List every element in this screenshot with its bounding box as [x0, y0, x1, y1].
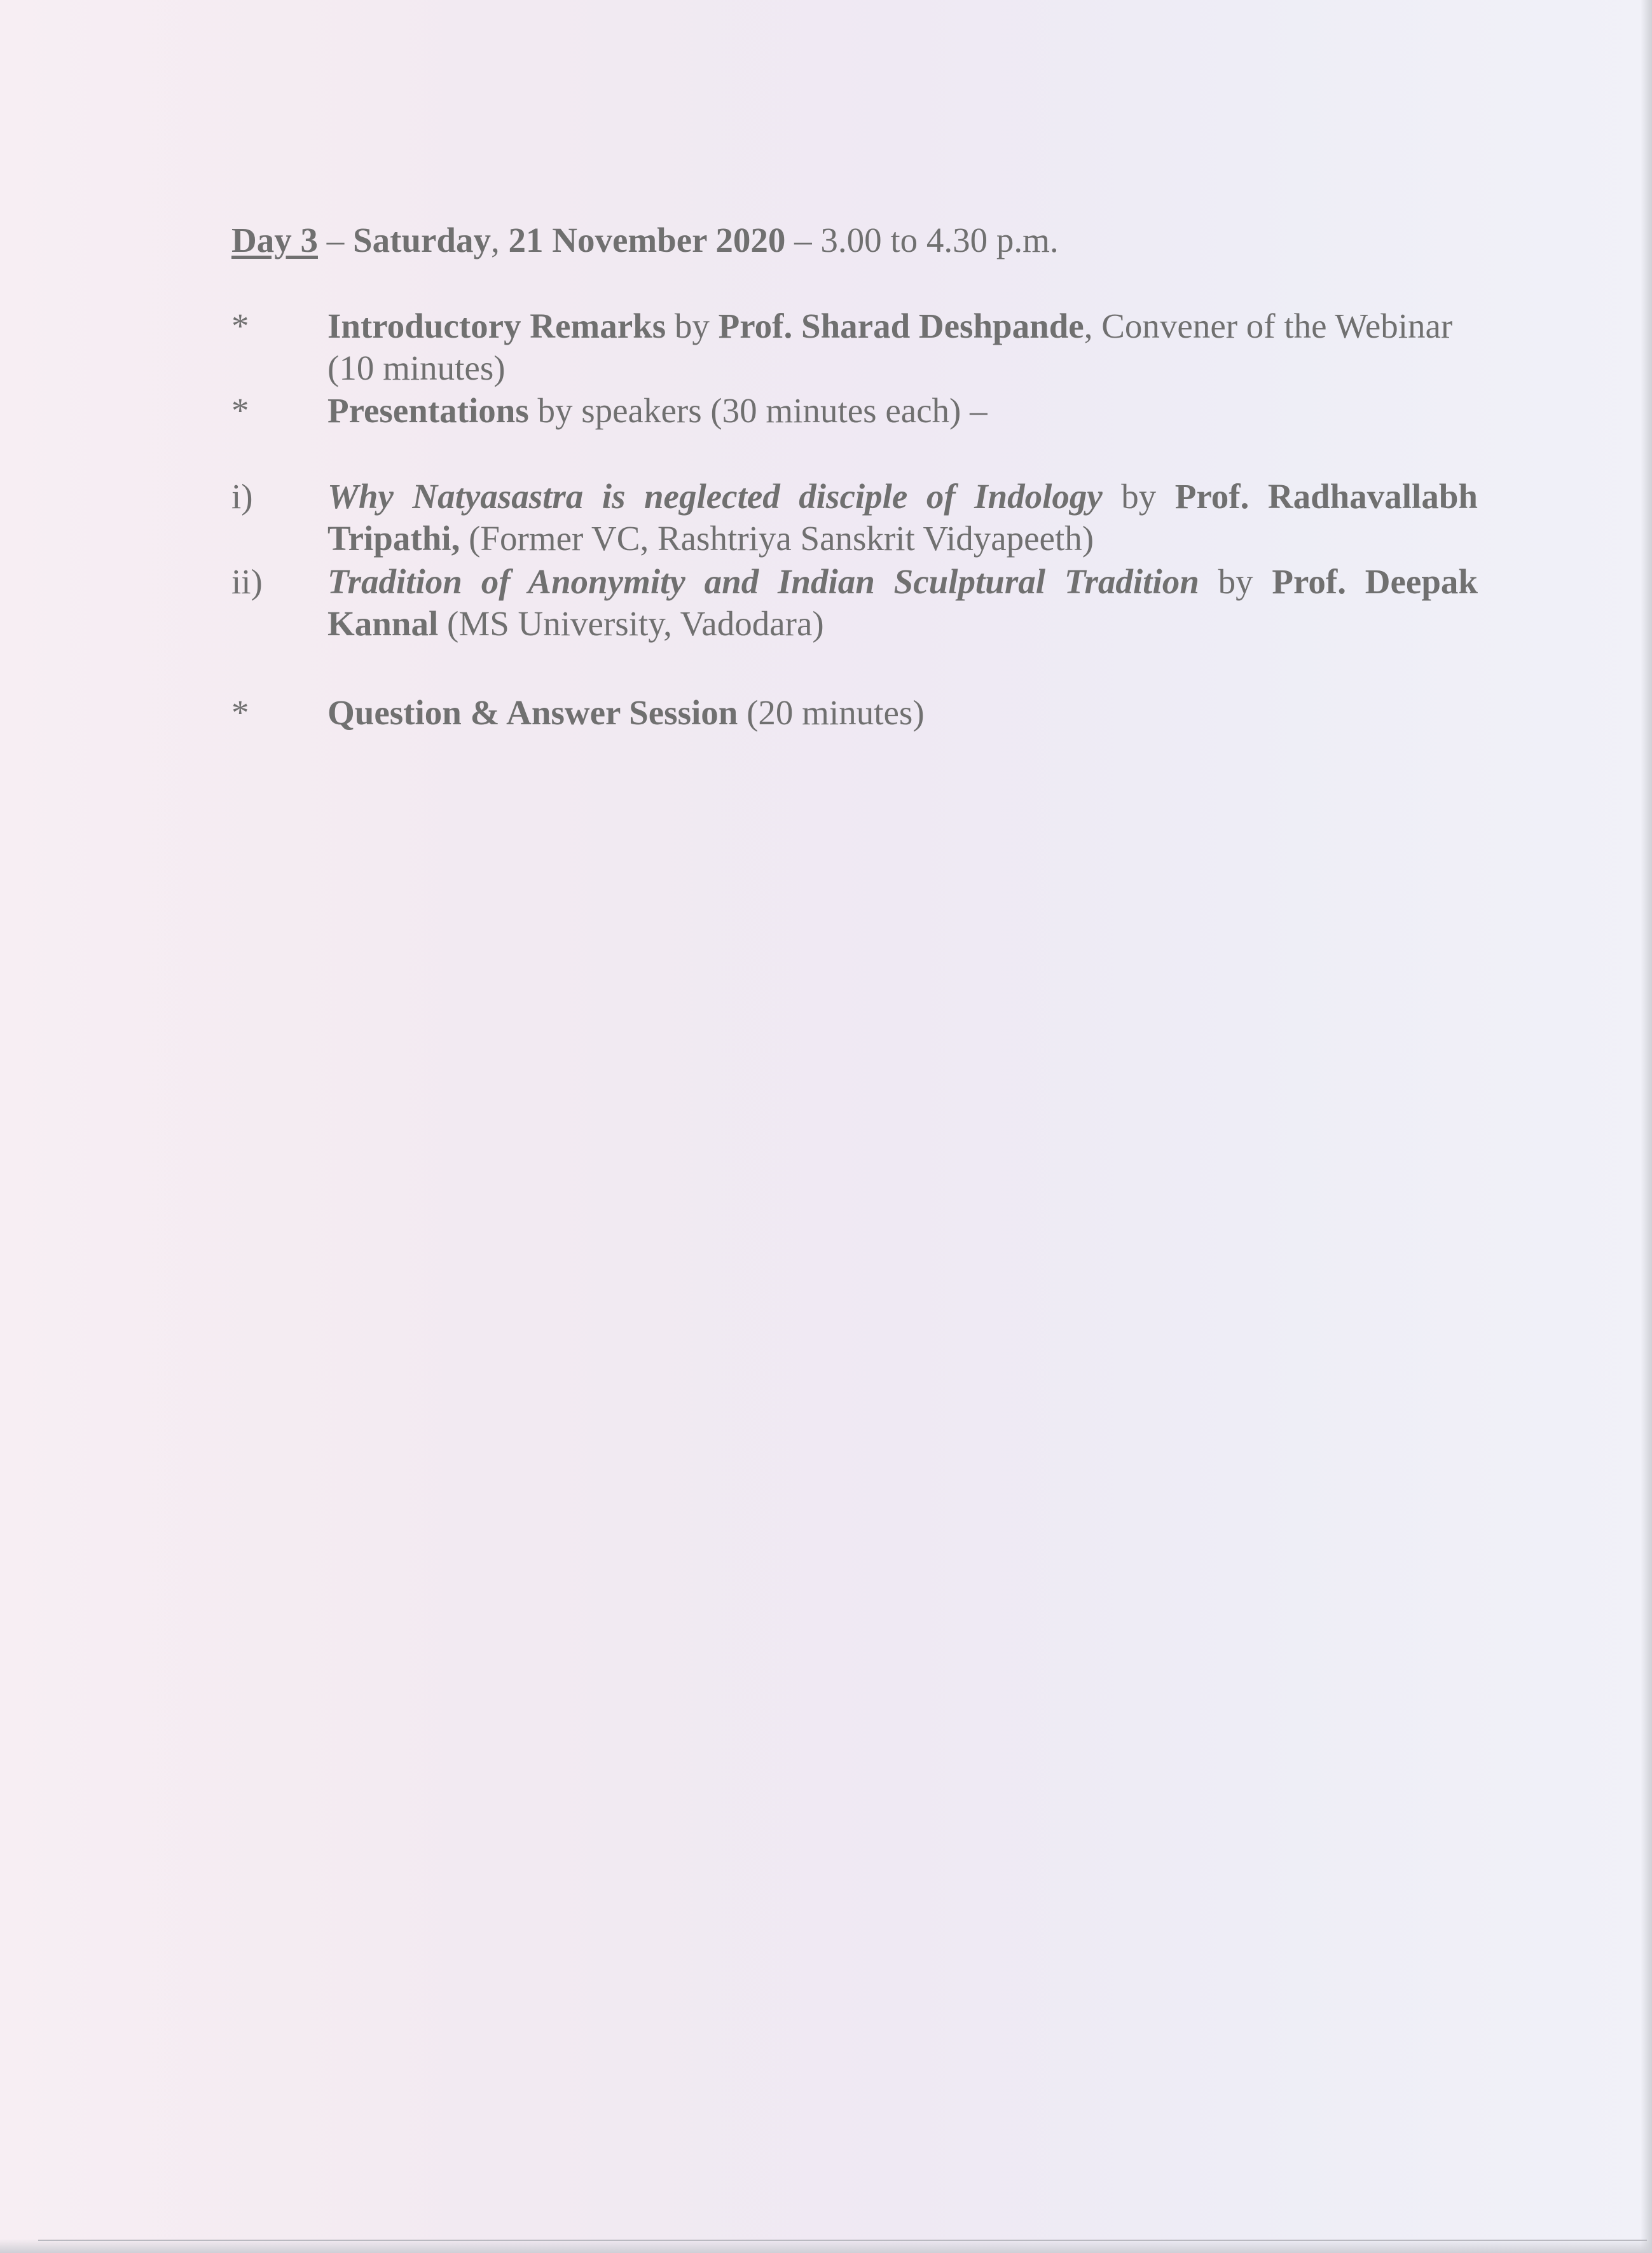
bullet-text: [327, 390, 1478, 432]
heading-time: 3.00 to 4.30 p.m.: [820, 221, 1059, 259]
bullet-detail: , Convener of the Webinar (10 minutes): [327, 307, 1453, 387]
talk-affiliation: (Former VC, Rashtriya Sanskrit Vidyapeeth): [460, 519, 1094, 558]
bullet-marker: *: [231, 693, 249, 732]
talk-affiliation: (MS University, Vadodara): [438, 604, 824, 643]
bullet-title: Question & Answer Session: [327, 693, 738, 732]
bullet-marker: *: [231, 307, 249, 345]
bullet-text: [327, 305, 1478, 389]
heading-comma: ,: [490, 221, 509, 259]
talk-title: Why Natyasastra is neglected disciple of Indology: [327, 477, 1103, 516]
heading-date: 21 November 2020: [508, 221, 786, 259]
day-label: Day 3: [231, 221, 318, 259]
bullet-title: Presentations: [327, 391, 529, 430]
day-heading: [231, 219, 1059, 261]
bullet-detail: by speakers (30 minutes each) –: [528, 391, 988, 430]
bullet-marker: *: [231, 391, 249, 430]
talk-speaker: Prof. Deepak Kannal: [327, 562, 1478, 643]
talk-text: [327, 561, 1478, 645]
heading-weekday: Saturday: [352, 221, 491, 259]
bullet-person: Prof. Sharad Deshpande: [718, 307, 1084, 345]
talk-marker: ii): [231, 562, 263, 601]
bullet-detail: (20 minutes): [738, 693, 925, 732]
heading-separator: –: [785, 221, 821, 259]
talk-connector: by: [1199, 562, 1272, 601]
bullet-text: [327, 692, 1478, 734]
heading-separator: –: [317, 221, 353, 259]
talk-text: [327, 476, 1478, 560]
talk-connector: by: [1102, 477, 1175, 516]
bullet-title: Introductory Remarks: [327, 307, 666, 345]
talk-title: Tradition of Anonymity and Indian Sculptural Tradition: [327, 562, 1199, 601]
talk-marker: i): [231, 477, 253, 516]
talk-speaker: Prof. Radhavallabh Tripathi,: [327, 477, 1478, 558]
bullet-connector: by: [666, 307, 719, 345]
